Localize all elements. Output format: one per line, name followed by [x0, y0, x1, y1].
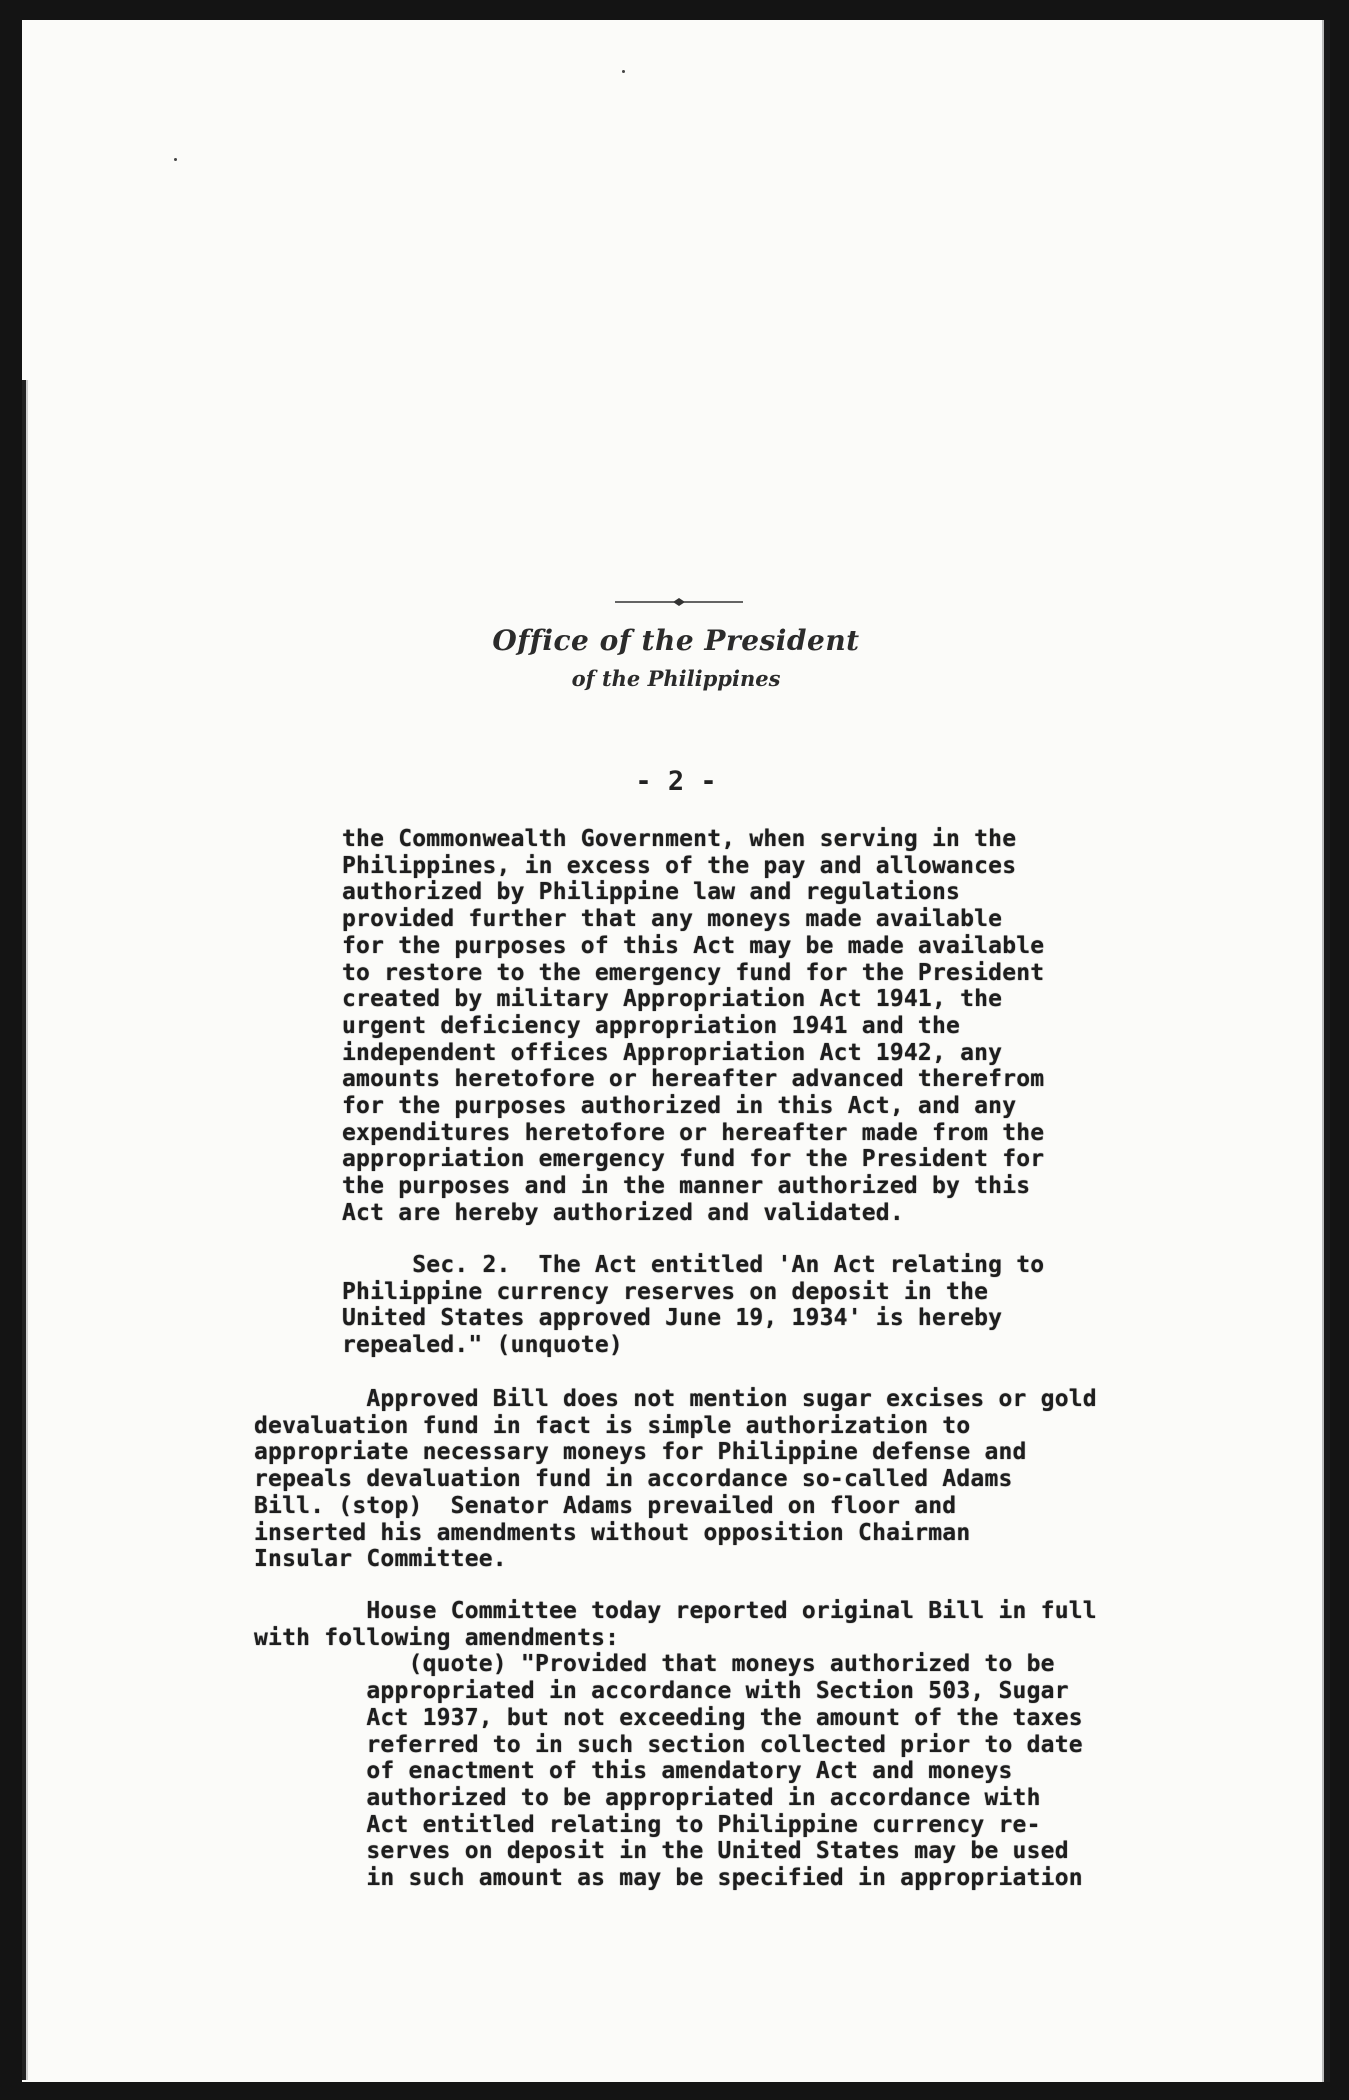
text-line: appropriate necessary moneys for Philippine defense and: [254, 1439, 1027, 1466]
page-number: - 2 -: [635, 766, 717, 797]
text-line: to restore to the emergency fund for the President: [342, 959, 1045, 986]
text-line: House Committee today reported original Bill in full: [254, 1598, 1097, 1624]
text-line: Philippine currency reserves on deposit in the: [342, 1278, 989, 1305]
text-line: of enactment of this amendatory Act and moneys: [254, 1758, 1013, 1785]
text-line: created by military Appropriation Act 1941, the: [342, 986, 1003, 1013]
text-line: authorized by Philippine law and regulations: [342, 879, 961, 906]
text-line: Sec. 2. The Act entitled 'An Act relating to: [342, 1252, 1045, 1278]
text-line: the purposes and in the manner authorized by this: [342, 1173, 1031, 1200]
text-line: Insular Committee.: [254, 1546, 507, 1573]
paragraph-house-committee: [254, 1598, 1097, 1892]
text-line: in such amount as may be specified in appropriation: [254, 1865, 1083, 1892]
page-edge-shadow: [1316, 20, 1330, 2082]
paragraph-section-2: [342, 1252, 1044, 1359]
text-line: Approved Bill does not mention sugar excises or gold: [254, 1386, 1097, 1412]
text-line: provided further that any moneys made available: [342, 906, 1003, 933]
text-line: Act entitled relating to Philippine currency re-: [254, 1811, 1041, 1838]
text-line: repeals devaluation fund in accordance so-called Adams: [254, 1466, 1013, 1493]
text-line: authorized to be appropriated in accordance with: [254, 1784, 1041, 1811]
text-line: serves on deposit in the United States may be used: [254, 1838, 1069, 1865]
text-line: for the purposes authorized in this Act, and any: [342, 1093, 1017, 1120]
text-line: urgent deficiency appropriation 1941 and the: [342, 1012, 961, 1039]
text-line: repealed." (unquote): [342, 1332, 623, 1359]
text-line: Act 1937, but not exceeding the amount of the taxes: [254, 1704, 1083, 1731]
text-line: for the purposes of this Act may be made available: [342, 932, 1045, 959]
text-line: expenditures heretofore or hereafter made from the: [342, 1119, 1045, 1146]
text-line: inserted his amendments without opposition Chairman: [254, 1519, 971, 1546]
paper-speck: [622, 70, 625, 73]
text-line: the Commonwealth Government, when serving in the: [342, 826, 1017, 852]
text-line: appropriation emergency fund for the President for: [342, 1146, 1045, 1173]
paragraph-approved-bill: [254, 1386, 1097, 1573]
text-line: referred to in such section collected prior to date: [254, 1731, 1083, 1758]
text-line: Bill. (stop) Senator Adams prevailed on floor and: [254, 1492, 957, 1519]
letterhead-office: Office of the President: [492, 624, 860, 657]
text-line: with following amendments:: [254, 1624, 620, 1651]
letterhead-ornament-rule: [615, 596, 743, 608]
letterhead-country: of the Philippines: [571, 666, 781, 691]
text-line: amounts heretofore or hereafter advanced therefrom: [342, 1066, 1045, 1093]
text-line: Act are hereby authorized and validated.: [342, 1199, 904, 1226]
text-line: appropriated in accordance with Section 503, Sugar: [254, 1678, 1069, 1705]
text-line: (quote) "Provided that moneys authorized to be: [254, 1651, 1055, 1678]
text-line: United States approved June 19, 1934' is hereby: [342, 1305, 1003, 1332]
paper-speck: [174, 158, 177, 161]
document-page: [22, 20, 1330, 2082]
text-line: Philippines, in excess of the pay and allowances: [342, 852, 1017, 879]
paragraph-act-continuation: [342, 826, 1044, 1227]
text-line: independent offices Appropriation Act 1942, any: [342, 1039, 1003, 1066]
text-line: devaluation fund in fact is simple authorization to: [254, 1412, 971, 1439]
